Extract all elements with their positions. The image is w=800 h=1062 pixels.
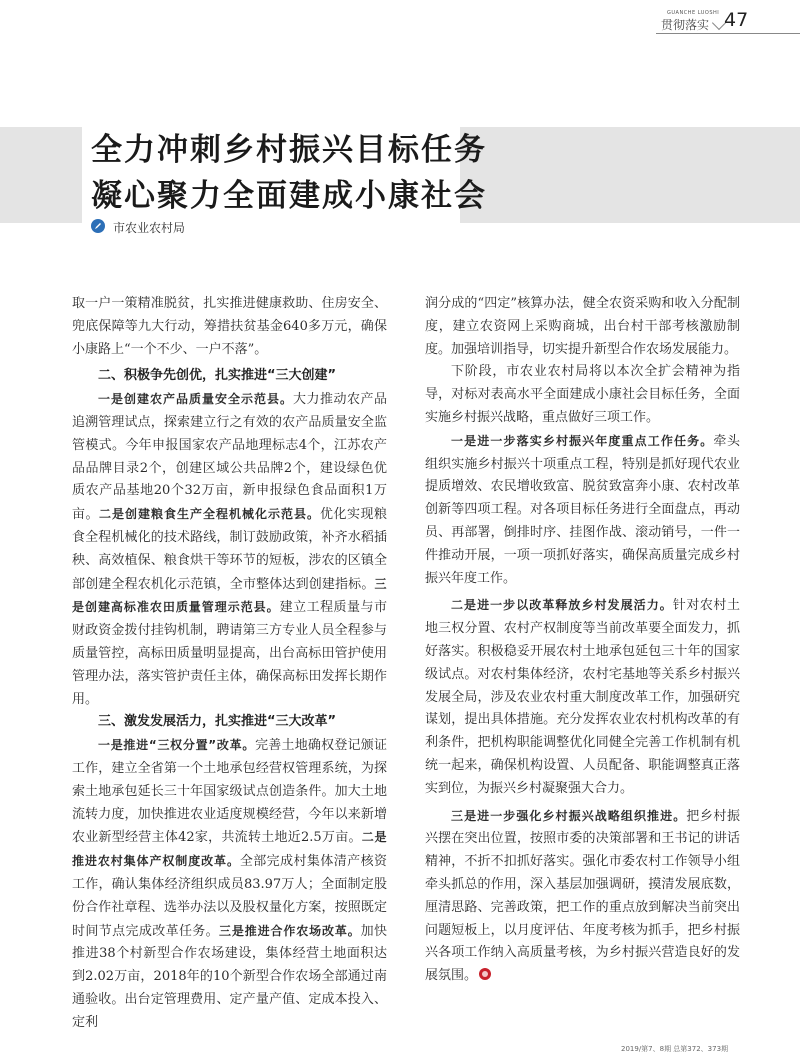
point-heading: 一是创建农产品质量安全示范县。 [98, 392, 293, 407]
point-heading: 三是创建高标准农田质量管理示范县。 [72, 576, 387, 615]
point-heading: 二是创建粮食生产全程机械化示范县。 [99, 507, 320, 522]
point-heading: 一是推进“三权分置”改革。 [98, 738, 256, 753]
point-heading: 二是进一步以改革释放乡村发展活力。 [451, 598, 673, 613]
article-title-line-2: 凝心聚力全面建成小康社会 [91, 178, 487, 214]
section-heading-3: 三、激发发展活力，扎实推进“三大改革” [98, 714, 337, 730]
page-number: 47 [724, 9, 749, 31]
end-mark-icon [479, 968, 491, 980]
point-heading: 二是推进农村集体产权制度改革。 [72, 830, 387, 869]
pen-icon [91, 219, 105, 233]
section-pinyin: GUANCHE LUOSHI [667, 10, 720, 16]
article-author: 市农业农村局 [113, 221, 186, 235]
article-title-line-1: 全力冲刺乡村振兴目标任务 [91, 132, 487, 168]
paragraph: 润分成的“四定”核算办法，健全农资采购和收入分配制度，建立农资网上采购商城，出台村干部考核激励制度。加强培训指导，切实提升新型合作农场发展能力。 [425, 296, 740, 357]
section-heading-2: 二、积极争先创优，扎实推进“三大创建” [98, 368, 337, 384]
paragraph: 一是进一步落实乡村振兴年度重点工作任务。牵头组织实施乡村振兴十项重点工程，特别是抓好现代农业提质增效、农民增收致富、脱贫致富奔小康、农村改革创新等四项工程。对各项目标任务进行全面盘点，再动员、再部署，倒排时序、挂图作战、滚动销号，一件一件推动开展，一项一项抓好落实，确保高质量完成乡村振兴年度工作。 [425, 433, 740, 586]
body-column-left [72, 293, 387, 1035]
paragraph: 二是进一步以改革释放乡村发展活力。针对农村土地三权分置、农村产权制度等当前改革要全面发力，抓好落实。积极稳妥开展农村土地承包延包三十年的国家级试点。对农村集体经济，农村宅基地等关系乡村振兴发展全局，涉及农业农村重大制度改革工作，加强研究谋划，提出具体措施。充分发挥农业农村机构改革的有利条件，把机构职能调整优化同健全完善工作机制有机统一起来，确保机构设置、人员配备、职能调整真正落实到位，为振兴乡村凝聚强大合力。 [425, 598, 740, 796]
point-heading: 一是进一步落实乡村振兴年度重点工作任务。 [451, 433, 714, 448]
issue-footer: 2019/第7、8期 总第372、373期 [621, 1045, 729, 1053]
body-column-right [425, 293, 740, 988]
paragraph: 三是进一步强化乡村振兴战略组织推进。把乡村振兴摆在突出位置，按照市委的决策部署和王书记的讲话精神，不折不扣抓好落实。强化市委农村工作领导小组牵头抓总的作用，深入基层加强调研，摸清发展底数，厘清思路、完善政策，把工作的重点放到解决当前突出问题短板上，以月度评估、年度考核为抓手，把乡村振兴各项工作纳入高质量考核，为乡村振兴营造良好的发展氛围。 [425, 808, 740, 984]
paragraph: 一是创建农产品质量安全示范县。大力推动农产品追溯管理试点，探索建立行之有效的农产品质量安全监管模式。今年申报国家农产品地理标志4个，江苏农产品品牌目录2个，创建区域公共品牌2个，建设绿色优质农产品基地20个32万亩，新申报绿色食品面积1万亩。二是创建粮食生产全程机械化示范县。优化实现粮食全程机械化的技术路线，制订鼓励政策，补齐水稻插秧、高效植保、粮食烘干等环节的短板，涉农的区镇全部创建全程农机化示范镇，全市整体达到创建指标。三是创建高标准农田质量管理示范县。建立工程质量与市财政资金拨付挂钩机制，聘请第三方专业人员全程参与质量管控，高标田质量明显提高，出台高标田管护使用管理办法，落实管护责任主体，确保高标田发挥长期作用。 [72, 392, 387, 707]
paragraph: 一是推进“三权分置”改革。完善土地确权登记颁证工作，建立全省第一个土地承包经营权管理系统，为探索土地承包延长三十年国家级试点创造条件。加大土地流转力度，加快推进农业适度规模经营，今年以来新增农业新型经营主体42家，共流转土地近2.5万亩。二是推进农村集体产权制度改革。全部完成村集体清产核资工作，确认集体经济组织成员83.97万人；全面制定股份合作社章程、选举办法以及股权量化方案，按照既定时间节点完成改革任务。三是推进合作农场改革。加快推进38个村新型合作农场建设，集体经营土地面积达到2.02万亩，2018年的10个新型合作农场全部通过南通验收。出台定管理费用、定产量产值、定成本投入、定利 [72, 738, 387, 1030]
paragraph: 取一户一策精准脱贫，扎实推进健康救助、住房安全、兜底保障等九大行动，筹措扶贫基金640多万元，确保小康路上“一个不少、一户不落”。 [72, 296, 387, 357]
point-heading: 三是推进合作农场改革。 [219, 923, 361, 938]
section-name: 贯彻落实 [661, 18, 710, 32]
header-rule [656, 33, 800, 34]
paragraph: 下阶段，市农业农村局将以本次全扩会精神为指导，对标对表高水平全面建成小康社会目标任务，全面实施乡村振兴战略，重点做好三项工作。 [425, 364, 740, 425]
point-heading: 三是进一步强化乡村振兴战略组织推进。 [451, 808, 687, 823]
